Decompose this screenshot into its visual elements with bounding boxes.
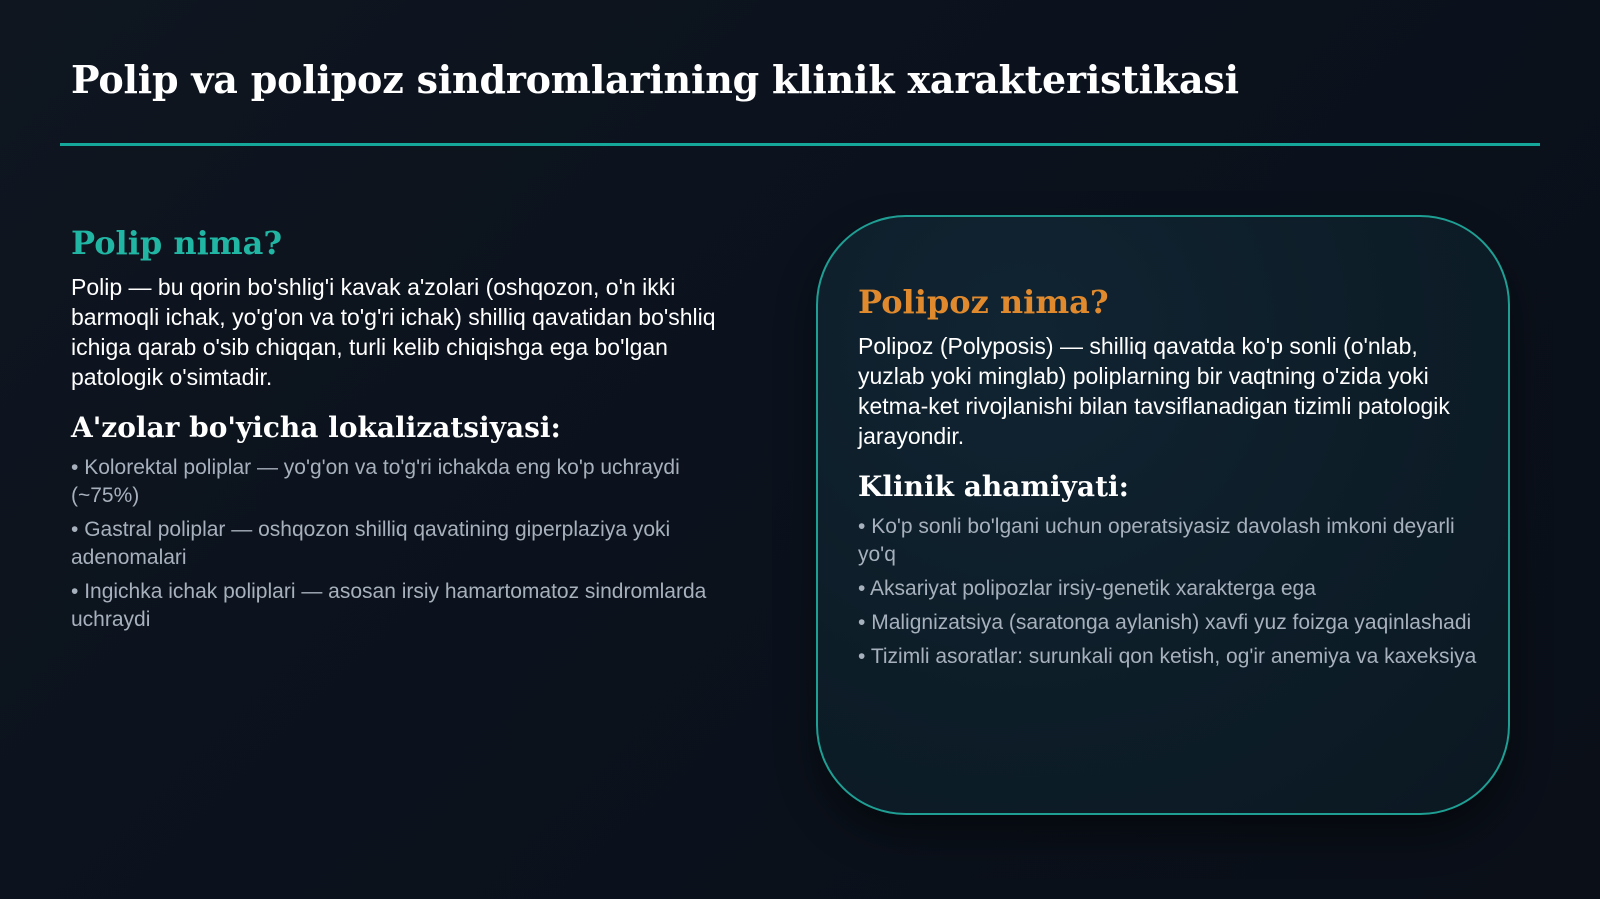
localization-list xyxy=(71,454,751,634)
polipoz-definition: Polipoz (Polyposis) — shilliq qavatda ko'p sonli (o'nlab, yuzlab yoki minglab) poliplarning bir vaqtning o'zida yoki ketma-ket rivojlanishi bilan tavsiflanadigan tizimli patologik jarayondir. xyxy=(858,333,1450,449)
list-item-text: Ingichka ichak poliplari — asosan irsiy hamartomatoz sindromlarda uchraydi xyxy=(71,580,707,631)
title-divider xyxy=(60,143,1540,146)
slide-title: Polip va polipoz sindromlarining klinik xarakteristikasi xyxy=(71,57,1239,102)
list-item-text: Kolorektal poliplar — yo'g'on va to'g'ri ichakda eng ko'p uchraydi (~75%) xyxy=(71,456,680,507)
list-item xyxy=(71,578,751,634)
list-item-text: Aksariyat polipozlar irsiy-genetik xarakterga ega xyxy=(870,577,1316,600)
list-item xyxy=(858,513,1480,569)
polipoz-section xyxy=(858,279,1480,677)
polip-section xyxy=(71,220,751,640)
list-item xyxy=(858,643,1480,671)
bullet-icon: • xyxy=(858,611,866,634)
clinical-significance-heading: Klinik ahamiyati: xyxy=(858,470,1129,503)
bullet-icon: • xyxy=(71,580,79,603)
polip-definition: Polip — bu qorin bo'shlig'i kavak a'zolari (oshqozon, o'n ikki barmoqli ichak, yo'g'on va to'g'ri ichak) shilliq qavatidan bo'shliq ichiga qarab o'sib chiqqan, turli kelib chiqishga ega bo'lgan patologik o'simtadir. xyxy=(71,274,716,390)
localization-heading: A'zolar bo'yicha lokalizatsiyasi: xyxy=(71,411,561,444)
list-item-text: Ko'p sonli bo'lgani uchun operatsiyasiz davolash imkoni deyarli yo'q xyxy=(858,515,1455,566)
bullet-icon: • xyxy=(858,515,866,538)
list-item xyxy=(71,454,751,510)
list-item-text: Malignizatsiya (saratonga aylanish) xavfi yuz foizga yaqinlashadi xyxy=(871,611,1472,634)
clinical-significance-list xyxy=(858,513,1480,671)
list-item xyxy=(858,609,1480,637)
list-item-text: Tizimli asoratlar: surunkali qon ketish, og'ir anemiya va kaxeksiya xyxy=(870,645,1477,668)
polip-heading: Polip nima? xyxy=(71,224,283,262)
list-item xyxy=(858,575,1480,603)
bullet-icon: • xyxy=(858,577,866,600)
polipoz-card xyxy=(816,215,1510,815)
list-item-text: Gastral poliplar — oshqozon shilliq qavatining giperplaziya yoki adenomalari xyxy=(71,518,671,569)
bullet-icon: • xyxy=(71,518,79,541)
list-item xyxy=(71,516,751,572)
polipoz-heading: Polipoz nima? xyxy=(858,283,1109,321)
bullet-icon: • xyxy=(71,456,79,479)
bullet-icon: • xyxy=(858,645,866,668)
